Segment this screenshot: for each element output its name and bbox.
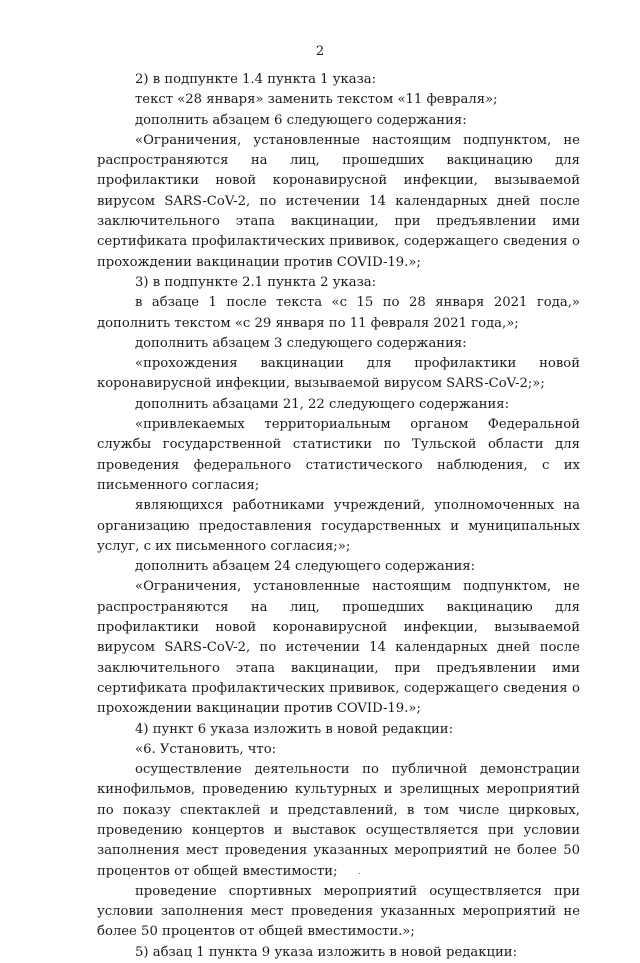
paragraph-item-2-heading: 2) в подпункте 1.4 пункта 1 указа: xyxy=(135,72,377,87)
paragraph-statistics-quote: «привлекаемых территориальным органом Федеральной службы государственной статистики по Тульской области для проведения федерального статистического наблюдения, с их письменного согласия; xyxy=(97,417,580,493)
paragraph-restrictions-quote-1: «Ограничения, установленные настоящим подпунктом, не распространяются на лиц, прошедших вакцинацию для профилактики новой коронавирусной инфекции, вызываемой вирусом SARS-CoV-2, по истечении 14 календарных дней после заключительного этапа вакцинации, при предъявлении ими сертификата профилактических прививок, содержащего сведения о прохождении вакцинации против COVID-19.»; xyxy=(97,132,580,270)
document-body xyxy=(97,70,580,963)
footer-mark: . xyxy=(358,867,361,876)
paragraph-add-abzac-3: дополнить абзацем 3 следующего содержания: xyxy=(135,335,467,351)
paragraph-item-5-heading: 5) абзац 1 пункта 9 указа изложить в новой редакции: xyxy=(135,944,518,960)
paragraph-workers-quote: являющихся работниками учреждений, уполномоченных на организацию предоставления государственных и муниципальных услуг, с их письменного согласия;»; xyxy=(97,498,580,554)
paragraph-add-abzac-24: дополнить абзацем 24 следующего содержания: xyxy=(135,559,476,575)
paragraph-point-6-heading: «6. Установить, что: xyxy=(135,741,277,757)
paragraph-vaccination-quote: «прохождения вакцинации для профилактики новой коронавирусной инфекции, вызываемой вирусом SARS-CoV-2;»; xyxy=(97,356,580,392)
page-number: 2 xyxy=(315,44,325,59)
paragraph-abzac-1-addition: в абзаце 1 после текста «с 15 по 28 января 2021 года,» дополнить текстом «с 29 января по 11 февраля 2021 года,»; xyxy=(97,295,580,331)
paragraph-add-abzac-21-22: дополнить абзацами 21, 22 следующего содержания: xyxy=(135,396,510,412)
paragraph-item-3-heading: 3) в подпункте 2.1 пункта 2 указа: xyxy=(135,274,377,290)
paragraph-sport-events: проведение спортивных мероприятий осуществляется при условии заполнения мест проведения указанных мероприятий не более 50 процентов от общей вместимости.»; xyxy=(97,883,580,940)
paragraph-restrictions-quote-2: «Ограничения, установленные настоящим подпунктом, не распространяются на лиц, прошедших вакцинацию для профилактики новой коронавирусной инфекции, вызываемой вирусом SARS-CoV-2, по истечении 14 календарных дней после заключительного этапа вакцинации, при предъявлении ими сертификата профилактических прививок, содержащего сведения о прохождении вакцинации против COVID-19.»; xyxy=(97,579,580,717)
paragraph-item-4-heading: 4) пункт 6 указа изложить в новой редакции: xyxy=(135,721,454,737)
paragraph-text-replace: текст «28 января» заменить текстом «11 февраля»; xyxy=(135,92,498,108)
paragraph-cinema-events: осуществление деятельности по публичной демонстрации кинофильмов, проведению культурных и зрелищных мероприятий по показу спектаклей и представлений, в том числе цирковых, проведению концертов и выставок осуществляется при условии заполнения мест проведения указанных мероприятий не более 50 процентов от общей вместимости; xyxy=(97,762,580,879)
paragraph-add-abzac-6: дополнить абзацем 6 следующего содержания: xyxy=(135,112,467,128)
